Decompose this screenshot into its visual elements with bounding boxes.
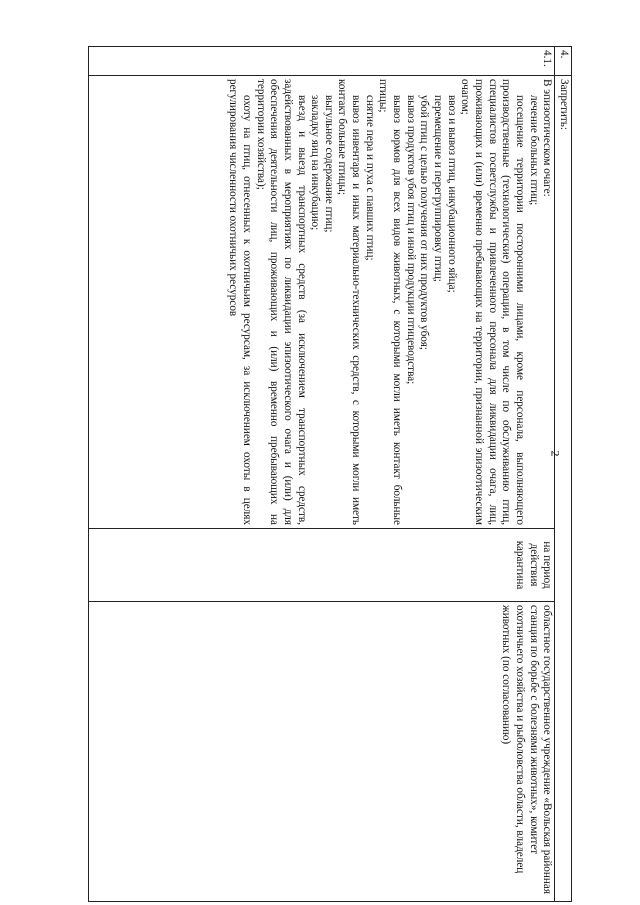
table-header-row: [555, 47, 572, 902]
measure-item: вывоз продуктов убоя птиц и иной продукции птицеводства;: [404, 95, 417, 385]
measure-item: убой птиц с целью получения от них продуктов убоя;: [418, 95, 431, 350]
page-number: 2: [548, 450, 563, 457]
header-number: 4.: [555, 47, 572, 76]
table-row: [89, 47, 555, 902]
row-period: на период действия карантина: [89, 529, 555, 602]
measure-item: ввоз и вывоз птиц, инкубационного яйца;: [445, 95, 458, 293]
measures-table: [88, 46, 572, 902]
measure-item: снятие пера и пуха с павших птиц;: [363, 95, 376, 261]
measure-item: вывоз кормов для всех видов животных, с которыми могли иметь контакт больные птицы;: [377, 79, 404, 525]
measure-item: закладку яиц на инкубацию;: [309, 95, 322, 231]
header-text: Запретить:: [555, 76, 572, 902]
row-number: 4.1.: [89, 47, 555, 76]
measure-item: вывоз инвентаря и иных материально-технических средств, с которыми могли иметь контакт больные птицы;: [336, 79, 363, 525]
row-responsible: областное государственное учреждение «Вольская районная станция по борьбе с болезнями животных», комитет охотничьего хозяйства и рыболовства области, владелец животных (по согласованию): [89, 602, 555, 902]
measure-item: посещение территории посторонними лицами, кроме персонала, выполняющего производственные (технологические) операции, в том числе по обслуживанию птиц, специалистов госветслужбы и привлеченного персонала для ликвидации очага, лиц, проживающих и (или) временно пребывающих на территории, признанной эпизоотическим очагом;: [459, 79, 527, 525]
measure-item: перемещение и перегруппировку птиц;: [432, 95, 445, 282]
measure-item: выгульное содержание птиц;: [322, 95, 335, 233]
measure-item: В эпизоотическом очаге:: [541, 79, 554, 197]
measure-item: охоту на птиц, отнесенных к охотничьим ресурсам, за исключением охоты в целях регулирования численности охотничьих ресурсов: [227, 79, 253, 525]
measure-item: лечение больных птиц;: [527, 95, 540, 206]
measure-item: въезд и выезд транспортных средств (за исключением транспортных средств, задействованных в мероприятиях по ликвидации эпизоотического очага и (или) для обеспечения деятельности лиц, проживающих и (или) временно пребывающих на территории хозяйства);: [254, 79, 308, 525]
rotated-table-container: [88, 46, 572, 902]
row-measures: [89, 76, 555, 529]
